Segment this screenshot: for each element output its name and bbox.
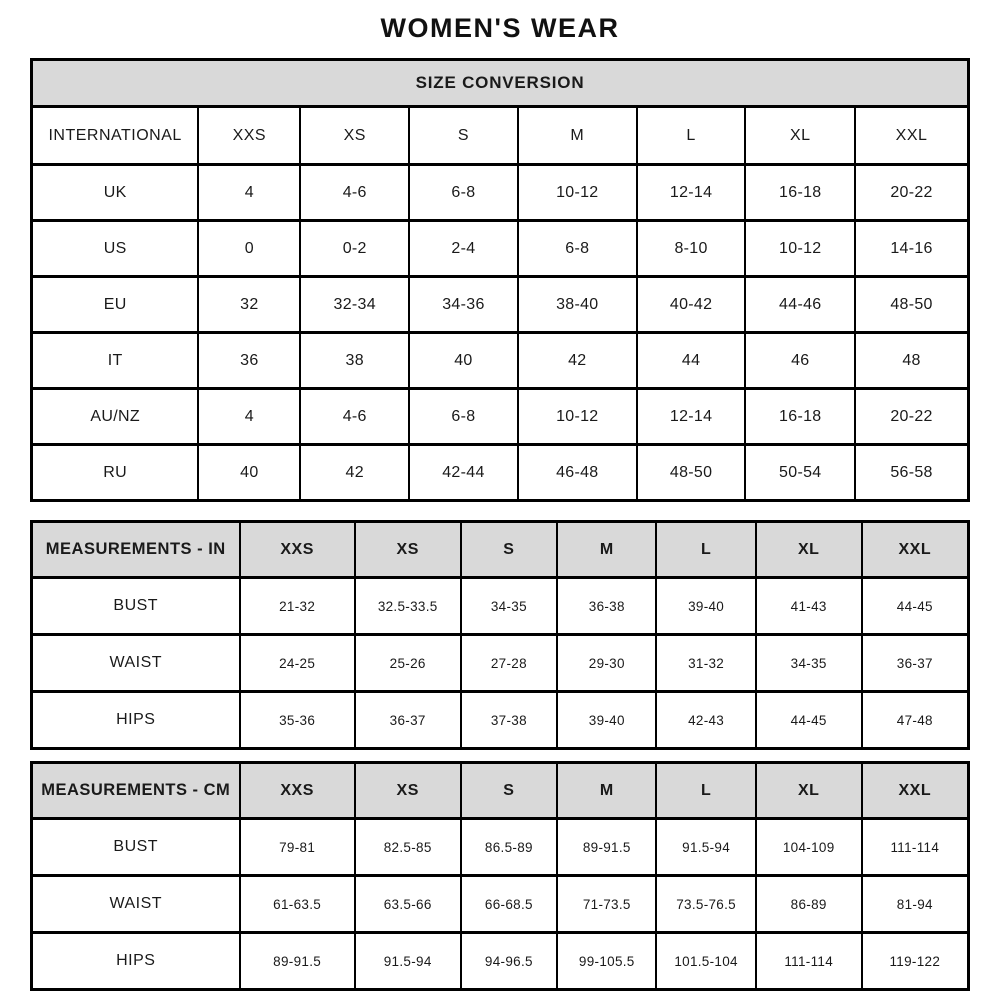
column-header-cell: L: [656, 522, 755, 578]
table-banner-row: [32, 60, 969, 107]
table-row: [32, 692, 969, 749]
table-row: [32, 333, 969, 389]
value-cell: 0: [198, 221, 300, 277]
value-cell: 63.5-66: [355, 876, 461, 933]
value-cell: 36: [198, 333, 300, 389]
column-header-cell: XXL: [862, 763, 969, 819]
column-header-cell: XL: [756, 522, 862, 578]
row-label-cell: US: [32, 221, 199, 277]
value-cell: 31-32: [656, 635, 755, 692]
value-cell: 48-50: [855, 277, 968, 333]
value-cell: 91.5-94: [656, 819, 755, 876]
value-cell: 12-14: [637, 389, 746, 445]
row-label-cell: WAIST: [32, 876, 240, 933]
column-header-row: [32, 107, 969, 165]
row-label-cell: WAIST: [32, 635, 240, 692]
value-cell: 111-114: [756, 933, 862, 990]
value-cell: 16-18: [745, 165, 855, 221]
table-row: [32, 578, 969, 635]
column-header-cell: M: [557, 522, 656, 578]
value-cell: 61-63.5: [240, 876, 355, 933]
value-cell: 4-6: [300, 389, 409, 445]
value-cell: 42-43: [656, 692, 755, 749]
column-header-cell: S: [461, 522, 558, 578]
value-cell: 48: [855, 333, 968, 389]
value-cell: 36-37: [862, 635, 969, 692]
value-cell: 44: [637, 333, 746, 389]
value-cell: 2-4: [409, 221, 518, 277]
value-cell: 44-45: [756, 692, 862, 749]
table-row: [32, 389, 969, 445]
value-cell: 40: [198, 445, 300, 501]
value-cell: 20-22: [855, 389, 968, 445]
value-cell: 86.5-89: [461, 819, 558, 876]
table-row: [32, 876, 969, 933]
column-header-cell: XS: [355, 522, 461, 578]
table-row: [32, 635, 969, 692]
value-cell: 44-45: [862, 578, 969, 635]
column-header-cell: S: [409, 107, 518, 165]
value-cell: 6-8: [409, 389, 518, 445]
value-cell: 66-68.5: [461, 876, 558, 933]
column-header-cell: INTERNATIONAL: [32, 107, 199, 165]
value-cell: 10-12: [518, 389, 637, 445]
row-label-cell: RU: [32, 445, 199, 501]
value-cell: 29-30: [557, 635, 656, 692]
value-cell: 10-12: [518, 165, 637, 221]
value-cell: 36-38: [557, 578, 656, 635]
value-cell: 89-91.5: [557, 819, 656, 876]
table-row: [32, 933, 969, 990]
table-row: [32, 165, 969, 221]
value-cell: 50-54: [745, 445, 855, 501]
value-cell: 86-89: [756, 876, 862, 933]
column-header-cell: XXS: [240, 522, 355, 578]
row-label-cell: HIPS: [32, 692, 240, 749]
value-cell: 34-35: [461, 578, 558, 635]
row-label-cell: IT: [32, 333, 199, 389]
value-cell: 48-50: [637, 445, 746, 501]
value-cell: 99-105.5: [557, 933, 656, 990]
value-cell: 119-122: [862, 933, 969, 990]
measurements-cm-header: MEASUREMENTS - CM: [32, 763, 240, 819]
column-header-cell: XXL: [855, 107, 968, 165]
value-cell: 41-43: [756, 578, 862, 635]
column-header-cell: S: [461, 763, 558, 819]
value-cell: 101.5-104: [656, 933, 755, 990]
value-cell: 89-91.5: [240, 933, 355, 990]
measurements-in-table: [30, 520, 970, 750]
row-label-cell: HIPS: [32, 933, 240, 990]
value-cell: 46: [745, 333, 855, 389]
measurements-cm-table: [30, 761, 970, 991]
value-cell: 37-38: [461, 692, 558, 749]
value-cell: 38: [300, 333, 409, 389]
row-label-cell: BUST: [32, 819, 240, 876]
value-cell: 6-8: [518, 221, 637, 277]
row-label-cell: UK: [32, 165, 199, 221]
table-row: [32, 445, 969, 501]
value-cell: 0-2: [300, 221, 409, 277]
value-cell: 104-109: [756, 819, 862, 876]
column-header-row: [32, 522, 969, 578]
value-cell: 38-40: [518, 277, 637, 333]
value-cell: 42: [300, 445, 409, 501]
column-header-cell: XXS: [240, 763, 355, 819]
column-header-cell: XXS: [198, 107, 300, 165]
column-header-cell: XXL: [862, 522, 969, 578]
value-cell: 35-36: [240, 692, 355, 749]
value-cell: 94-96.5: [461, 933, 558, 990]
value-cell: 39-40: [656, 578, 755, 635]
value-cell: 4-6: [300, 165, 409, 221]
column-header-cell: XS: [300, 107, 409, 165]
value-cell: 16-18: [745, 389, 855, 445]
value-cell: 24-25: [240, 635, 355, 692]
value-cell: 42-44: [409, 445, 518, 501]
row-label-cell: BUST: [32, 578, 240, 635]
column-header-cell: M: [557, 763, 656, 819]
column-header-row: [32, 763, 969, 819]
value-cell: 21-32: [240, 578, 355, 635]
value-cell: 81-94: [862, 876, 969, 933]
value-cell: 25-26: [355, 635, 461, 692]
value-cell: 34-35: [756, 635, 862, 692]
value-cell: 34-36: [409, 277, 518, 333]
value-cell: 32-34: [300, 277, 409, 333]
value-cell: 4: [198, 165, 300, 221]
value-cell: 4: [198, 389, 300, 445]
value-cell: 91.5-94: [355, 933, 461, 990]
value-cell: 47-48: [862, 692, 969, 749]
value-cell: 71-73.5: [557, 876, 656, 933]
value-cell: 42: [518, 333, 637, 389]
value-cell: 32: [198, 277, 300, 333]
value-cell: 46-48: [518, 445, 637, 501]
row-label-cell: EU: [32, 277, 199, 333]
column-header-cell: L: [656, 763, 755, 819]
size-conversion-table: [30, 58, 970, 502]
value-cell: 27-28: [461, 635, 558, 692]
value-cell: 39-40: [557, 692, 656, 749]
measurements-in-header: MEASUREMENTS - IN: [32, 522, 240, 578]
column-header-cell: XL: [745, 107, 855, 165]
value-cell: 8-10: [637, 221, 746, 277]
value-cell: 6-8: [409, 165, 518, 221]
column-header-cell: M: [518, 107, 637, 165]
column-header-cell: XL: [756, 763, 862, 819]
value-cell: 10-12: [745, 221, 855, 277]
column-header-cell: XS: [355, 763, 461, 819]
page-title: WOMEN'S WEAR: [380, 13, 620, 43]
value-cell: 36-37: [355, 692, 461, 749]
value-cell: 14-16: [855, 221, 968, 277]
value-cell: 40: [409, 333, 518, 389]
table-row: [32, 221, 969, 277]
row-label-cell: AU/NZ: [32, 389, 199, 445]
value-cell: 73.5-76.5: [656, 876, 755, 933]
value-cell: 56-58: [855, 445, 968, 501]
column-header-cell: L: [637, 107, 746, 165]
value-cell: 32.5-33.5: [355, 578, 461, 635]
value-cell: 82.5-85: [355, 819, 461, 876]
table-row: [32, 819, 969, 876]
size-conversion-header: SIZE CONVERSION: [32, 60, 969, 107]
value-cell: 20-22: [855, 165, 968, 221]
value-cell: 79-81: [240, 819, 355, 876]
table-row: [32, 277, 969, 333]
value-cell: 44-46: [745, 277, 855, 333]
value-cell: 12-14: [637, 165, 746, 221]
value-cell: 40-42: [637, 277, 746, 333]
value-cell: 111-114: [862, 819, 969, 876]
